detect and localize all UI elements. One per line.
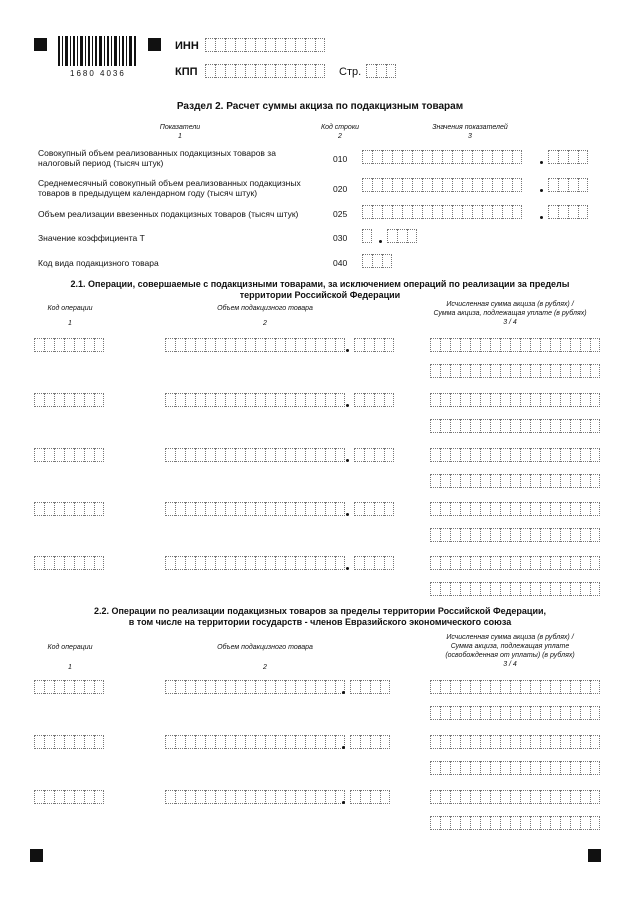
corner-marker-top-mid <box>148 38 161 51</box>
sub1-row-5-op-code[interactable] <box>34 556 104 570</box>
row-020-code: 020 <box>333 184 348 194</box>
row-025-value-int[interactable] <box>362 205 522 219</box>
corner-marker-bottom-left <box>30 849 43 862</box>
inn-field[interactable] <box>205 38 325 52</box>
sub2-title-line2: в том числе на территории государств - членов Евразийского экономического союза <box>128 617 512 627</box>
col-header-code <box>310 123 370 141</box>
row-010-value-int[interactable] <box>362 150 522 164</box>
sub2-title-line1: 2.2. Операции по реализации подакцизных товаров за пределы территории Российской Федерации, <box>93 606 547 616</box>
sub2-row-3-volume-dec[interactable] <box>350 790 390 804</box>
sub2-row-3-op-code[interactable] <box>34 790 104 804</box>
sub2-row-2-volume-dec[interactable] <box>350 735 390 749</box>
sub1-row-5-pay-sum[interactable] <box>430 582 600 596</box>
row-030-decimal-dot <box>379 240 382 243</box>
row-025-label: Объем реализации ввезенных подакцизных товаров (тысяч штук) <box>38 209 299 219</box>
sub2-col1-header-num: 1 <box>68 664 72 671</box>
sub1-row-1-volume-dec[interactable] <box>354 338 394 352</box>
sub1-row-4-op-code[interactable] <box>34 502 104 516</box>
sub2-row-2-pay-sum[interactable] <box>430 761 600 775</box>
sub1-row-3-volume-dec[interactable] <box>354 448 394 462</box>
sub1-row-5-calc-sum[interactable] <box>430 556 600 570</box>
sub1-col1-header-num: 1 <box>68 320 72 327</box>
kpp-label: КПП <box>175 66 198 78</box>
sub1-row-3-pay-sum[interactable] <box>430 474 600 488</box>
sub1-col3-header-line1: Исчисленная сумма акциза (в рублях) / <box>446 301 574 308</box>
corner-marker-top-left <box>34 38 47 51</box>
kpp-field[interactable] <box>205 64 325 78</box>
col-header-values <box>410 123 530 141</box>
sub1-row-4-volume-dec[interactable] <box>354 502 394 516</box>
row-025-value-dec[interactable] <box>548 205 588 219</box>
sub2-col3-header-line3: (освобожденная от уплаты) (в рублях) <box>445 652 575 659</box>
row-010-label-line1: Совокупный объем реализованных подакцизных товаров за <box>38 148 276 158</box>
sub1-row-5-volume-dec[interactable] <box>354 556 394 570</box>
inn-label: ИНН <box>175 40 199 52</box>
sub2-row-1-op-code[interactable] <box>34 680 104 694</box>
sub1-title <box>0 279 640 301</box>
sub2-col3-header-line2: Сумма акциза, подлежащая уплате <box>450 643 570 650</box>
row-020-value-int[interactable] <box>362 178 522 192</box>
sub1-title-line2: территории Российской Федерации <box>239 290 401 300</box>
sub1-col1-header <box>20 304 120 328</box>
row-030-value-dec[interactable] <box>387 229 417 243</box>
sub2-row-1-calc-sum[interactable] <box>430 680 600 694</box>
sub1-row-1-decimal-dot <box>346 349 349 352</box>
sub2-col2-header-num: 2 <box>263 664 267 671</box>
col-header-code-text: Код строки <box>320 124 360 131</box>
sub1-row-1-volume-int[interactable] <box>165 338 345 352</box>
barcode-number: 1680 4036 <box>70 69 126 78</box>
sub1-col3-header <box>400 300 620 327</box>
row-020-value-dec[interactable] <box>548 178 588 192</box>
row-040-code: 040 <box>333 258 348 268</box>
row-010-code: 010 <box>333 154 348 164</box>
sub1-row-4-calc-sum[interactable] <box>430 502 600 516</box>
sub1-row-4-decimal-dot <box>346 513 349 516</box>
sub2-row-3-calc-sum[interactable] <box>430 790 600 804</box>
sub1-row-5-volume-int[interactable] <box>165 556 345 570</box>
sub1-title-line1: 2.1. Операции, совершаемые с подакцизными товарами, за исключением операций по реализации за пределы <box>70 279 570 289</box>
row-040-value[interactable] <box>362 254 392 268</box>
row-025-code: 025 <box>333 209 348 219</box>
sub1-row-4-volume-int[interactable] <box>165 502 345 516</box>
row-040-label: Код вида подакцизного товара <box>38 258 159 268</box>
sub2-col1-header <box>20 643 120 672</box>
sub1-col2-header <box>190 304 340 328</box>
row-010-decimal-dot <box>540 161 543 164</box>
row-025-decimal-dot <box>540 216 543 219</box>
sub2-row-1-volume-int[interactable] <box>165 680 345 694</box>
sub2-row-1-decimal-dot <box>342 691 345 694</box>
sub1-col3-header-num: 3 / 4 <box>503 319 517 326</box>
sub1-row-3-volume-int[interactable] <box>165 448 345 462</box>
row-020-label-line1: Среднемесячный совокупный объем реализованных подакцизных <box>38 178 301 188</box>
page-label: Стр. <box>339 66 362 78</box>
col-header-indicators <box>110 123 250 141</box>
sub2-row-2-volume-int[interactable] <box>165 735 345 749</box>
sub1-row-2-volume-dec[interactable] <box>354 393 394 407</box>
sub1-col2-header-text: Объем подакцизного товара <box>217 305 313 312</box>
page-number-field[interactable] <box>366 64 396 78</box>
sub1-row-2-decimal-dot <box>346 404 349 407</box>
sub2-row-2-decimal-dot <box>342 746 345 749</box>
sub1-col1-header-text: Код операции <box>47 305 93 312</box>
row-030-code: 030 <box>333 233 348 243</box>
col-header-code-num: 2 <box>338 133 342 140</box>
sub1-row-3-decimal-dot <box>346 459 349 462</box>
row-020-label <box>38 178 328 198</box>
sub1-col2-header-num: 2 <box>263 320 267 327</box>
row-030-label: Значение коэффициента Т <box>38 233 145 243</box>
row-020-label-line2: товаров в предыдущем календарном году (тысяч штук) <box>38 188 258 198</box>
sub2-col2-header-text: Объем подакцизного товара <box>217 644 313 651</box>
sub2-row-3-decimal-dot <box>342 801 345 804</box>
row-010-value-dec[interactable] <box>548 150 588 164</box>
sub1-row-4-pay-sum[interactable] <box>430 528 600 542</box>
col-header-values-text: Значения показателей <box>432 124 508 131</box>
sub1-col3-header-line2: Сумма акциза, подлежащая уплате (в рублях) <box>433 310 587 317</box>
sub2-row-3-pay-sum[interactable] <box>430 816 600 830</box>
corner-marker-bottom-right <box>588 849 601 862</box>
col-header-indicators-text: Показатели <box>159 124 201 131</box>
sub2-row-3-volume-int[interactable] <box>165 790 345 804</box>
sub1-row-3-calc-sum[interactable] <box>430 448 600 462</box>
sub2-row-1-volume-dec[interactable] <box>350 680 390 694</box>
col-header-values-num: 3 <box>468 133 472 140</box>
col-header-indicators-num: 1 <box>178 133 182 140</box>
sub2-col1-header-text: Код операции <box>47 644 93 651</box>
sub1-row-1-op-code[interactable] <box>34 338 104 352</box>
sub2-col3-header-line1: Исчисленная сумма акциза (в рублях) / <box>446 634 574 641</box>
sub2-col3-header <box>400 633 620 669</box>
row-030-value-int[interactable] <box>362 229 372 243</box>
row-010-label-line2: налоговый период (тысяч штук) <box>38 158 164 168</box>
sub1-row-2-volume-int[interactable] <box>165 393 345 407</box>
sub1-row-5-decimal-dot <box>346 567 349 570</box>
sub1-row-2-calc-sum[interactable] <box>430 393 600 407</box>
section-title: Раздел 2. Расчет суммы акциза по подакцизным товарам <box>176 101 464 112</box>
sub2-row-2-calc-sum[interactable] <box>430 735 600 749</box>
sub2-row-2-op-code[interactable] <box>34 735 104 749</box>
sub1-row-2-op-code[interactable] <box>34 393 104 407</box>
sub2-col3-header-num: 3 / 4 <box>503 661 517 668</box>
sub2-col2-header <box>190 643 340 672</box>
barcode-icon <box>58 36 138 68</box>
sub1-row-2-pay-sum[interactable] <box>430 419 600 433</box>
sub1-row-1-pay-sum[interactable] <box>430 364 600 378</box>
row-010-label <box>38 148 328 168</box>
row-020-decimal-dot <box>540 189 543 192</box>
barcode <box>58 36 138 68</box>
sub1-row-3-op-code[interactable] <box>34 448 104 462</box>
sub2-title <box>0 606 640 628</box>
sub1-row-1-calc-sum[interactable] <box>430 338 600 352</box>
sub2-row-1-pay-sum[interactable] <box>430 706 600 720</box>
